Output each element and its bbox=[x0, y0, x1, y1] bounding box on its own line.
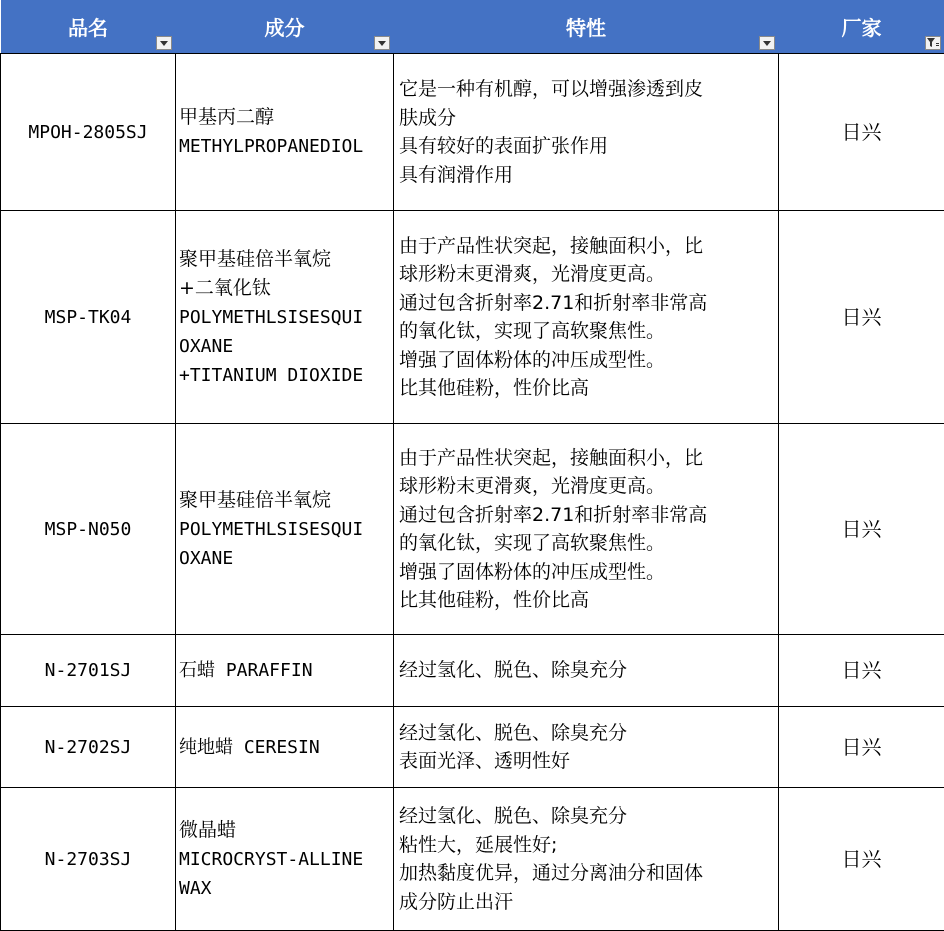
header-properties-label: 特性 bbox=[566, 16, 606, 40]
properties-cell[interactable] bbox=[394, 54, 779, 211]
properties-cell[interactable] bbox=[394, 788, 779, 931]
composition-line: METHYLPROPANEDIOL bbox=[179, 136, 364, 157]
product-name-cell[interactable]: N-2701SJ bbox=[1, 635, 176, 707]
composition-cell[interactable] bbox=[176, 635, 394, 707]
product-name-cell[interactable]: N-2702SJ bbox=[1, 707, 176, 788]
maker-cell[interactable]: 日兴 bbox=[779, 54, 944, 211]
property-line: 粘性大，延展性好; bbox=[399, 833, 558, 856]
composition-cell[interactable] bbox=[176, 54, 394, 211]
property-line: 经过氢化、脱色、除臭充分 bbox=[399, 805, 628, 827]
filter-dropdown-button-composition[interactable] bbox=[374, 36, 390, 50]
property-line: 成分防止出汗 bbox=[399, 890, 514, 913]
properties-cell[interactable] bbox=[394, 707, 779, 788]
filter-dropdown-button-properties[interactable] bbox=[759, 36, 775, 50]
product-name-cell[interactable]: MSP-N050 bbox=[1, 424, 176, 635]
property-line: 的氧化钛，实现了高软聚焦性。 bbox=[399, 532, 666, 554]
product-name-cell[interactable]: MSP-TK04 bbox=[1, 211, 176, 424]
maker-cell[interactable]: 日兴 bbox=[779, 635, 944, 707]
composition-cell[interactable] bbox=[176, 424, 394, 635]
composition-line: POLYMETHLSISESQUI bbox=[179, 518, 364, 540]
table-row bbox=[1, 788, 944, 931]
property-line: 经过氢化、脱色、除臭充分 bbox=[399, 659, 628, 682]
filter-funnel-icon bbox=[927, 38, 939, 48]
maker-cell[interactable]: 日兴 bbox=[779, 211, 944, 424]
property-line: 由于产品性状突起，接触面积小，比 bbox=[399, 446, 704, 469]
property-line: 经过氢化、脱色、除臭充分 bbox=[399, 721, 628, 744]
properties-cell[interactable] bbox=[394, 424, 779, 635]
header-maker-label: 厂家 bbox=[841, 16, 882, 40]
property-line: 表面光泽、透明性好 bbox=[399, 750, 571, 772]
composition-cell[interactable] bbox=[176, 788, 394, 931]
header-row bbox=[1, 0, 944, 54]
header-name bbox=[1, 0, 176, 54]
properties-cell[interactable] bbox=[394, 211, 779, 424]
header-composition bbox=[176, 0, 394, 54]
maker-cell[interactable]: 日兴 bbox=[779, 424, 944, 635]
composition-cell[interactable] bbox=[176, 211, 394, 424]
table-row bbox=[1, 54, 944, 211]
dropdown-arrow-icon bbox=[378, 41, 386, 46]
product-name-cell[interactable]: N-2703SJ bbox=[1, 788, 176, 931]
table-row bbox=[1, 635, 944, 707]
composition-line: 聚甲基硅倍半氧烷 bbox=[179, 488, 332, 511]
composition-line: 微晶蜡 bbox=[179, 818, 237, 841]
property-line: 的氧化钛，实现了高软聚焦性。 bbox=[399, 320, 666, 342]
property-line: 具有较好的表面扩张作用 bbox=[399, 135, 609, 157]
header-composition-label: 成分 bbox=[264, 16, 305, 40]
property-line: 由于产品性状突起，接触面积小，比 bbox=[399, 234, 704, 257]
dropdown-arrow-icon bbox=[160, 41, 168, 46]
composition-line: +TITANIUM DIOXIDE bbox=[179, 364, 364, 386]
composition-line: 聚甲基硅倍半氧烷 bbox=[179, 247, 332, 270]
composition-line: 纯地蜡 CERESIN bbox=[179, 736, 320, 758]
composition-line: +二氧化钛 bbox=[179, 276, 271, 299]
composition-line: OXANE bbox=[179, 547, 234, 569]
composition-line: 甲基丙二醇 bbox=[179, 106, 275, 128]
property-line: 它是一种有机醇，可以增强渗透到皮 bbox=[399, 78, 704, 100]
property-line: 球形粉末更滑爽，光滑度更高。 bbox=[399, 263, 666, 285]
property-line: 增强了固体粉体的冲压成型性。 bbox=[399, 560, 666, 583]
composition-line: WAX bbox=[179, 877, 212, 899]
property-line: 肤成分 bbox=[399, 106, 457, 129]
header-properties bbox=[394, 0, 779, 54]
property-line: 比其他硅粉，性价比高 bbox=[399, 589, 590, 611]
table-row bbox=[1, 707, 944, 788]
table-row bbox=[1, 211, 944, 424]
property-line: 加热黏度优异，通过分离油分和固体 bbox=[399, 862, 704, 884]
product-name-cell[interactable]: MPOH-2805SJ bbox=[1, 54, 176, 211]
property-line: 通过包含折射率2.71和折射率非常高 bbox=[399, 503, 708, 526]
composition-cell[interactable] bbox=[176, 707, 394, 788]
table-row bbox=[1, 424, 944, 635]
header-maker bbox=[779, 0, 944, 54]
property-line: 球形粉末更滑爽，光滑度更高。 bbox=[399, 475, 666, 497]
filter-active-button-maker[interactable] bbox=[925, 36, 941, 50]
property-line: 增强了固体粉体的冲压成型性。 bbox=[399, 348, 666, 371]
filter-dropdown-button-name[interactable] bbox=[156, 36, 172, 50]
property-line: 比其他硅粉，性价比高 bbox=[399, 377, 590, 399]
composition-line: POLYMETHLSISESQUI bbox=[179, 306, 364, 328]
dropdown-arrow-icon bbox=[763, 41, 771, 46]
maker-cell[interactable]: 日兴 bbox=[779, 707, 944, 788]
property-line: 具有润滑作用 bbox=[399, 163, 514, 186]
property-line: 通过包含折射率2.71和折射率非常高 bbox=[399, 291, 708, 314]
properties-cell[interactable] bbox=[394, 635, 779, 707]
header-name-label: 品名 bbox=[68, 16, 108, 40]
maker-cell[interactable]: 日兴 bbox=[779, 788, 944, 931]
composition-line: MICROCRYST-ALLINE bbox=[179, 848, 364, 870]
composition-line: 石蜡 PARAFFIN bbox=[179, 660, 313, 681]
composition-line: OXANE bbox=[179, 335, 234, 357]
